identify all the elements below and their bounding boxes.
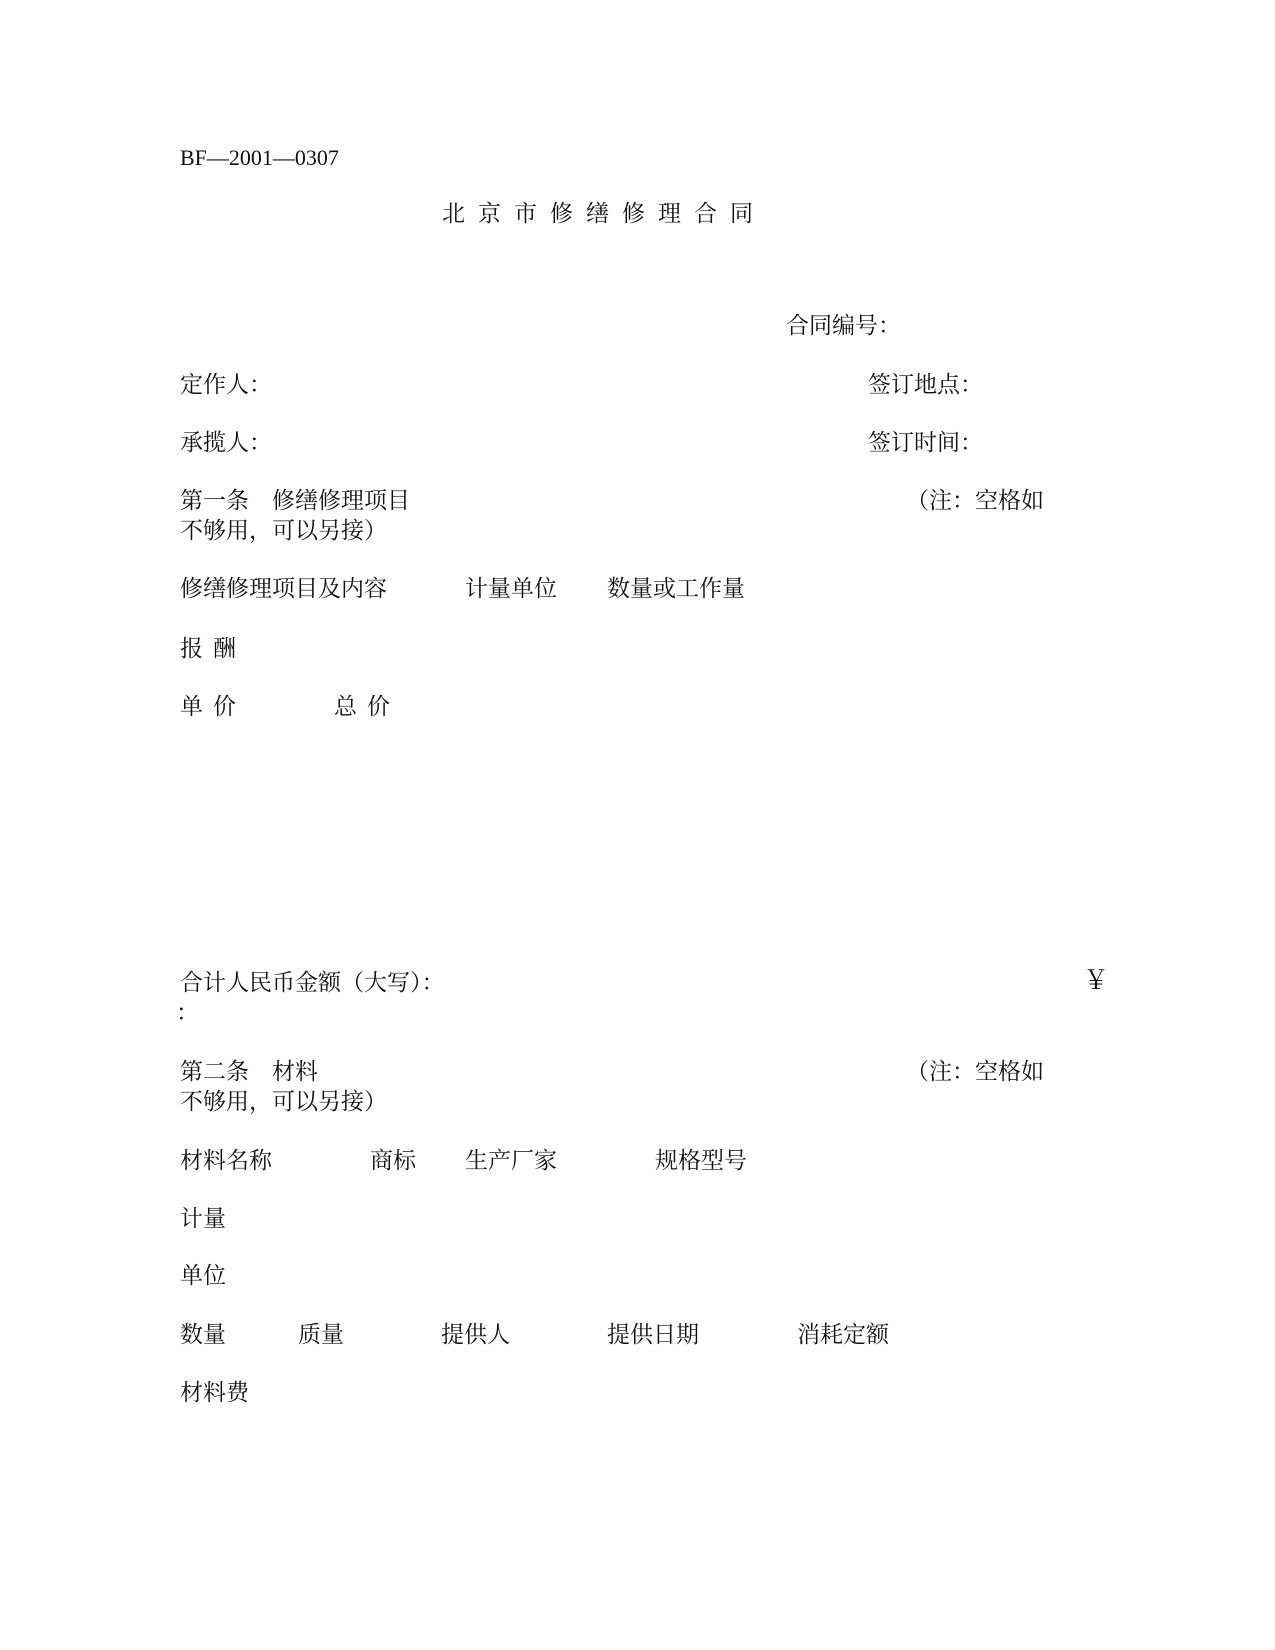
col-provide-date: 提供日期: [607, 1322, 699, 1348]
col-manufacturer: 生产厂家: [465, 1148, 557, 1174]
sign-time-label: 签订时间：: [868, 430, 983, 456]
col-measure-unit: 计量单位: [465, 576, 557, 602]
total-colon: ：: [176, 1000, 199, 1026]
col-material-name: 材料名称: [180, 1148, 272, 1174]
col-measure: 计量: [180, 1206, 226, 1232]
article-2-note-continued: 不够用，可以另接）: [180, 1089, 387, 1115]
col-unit: 单位: [180, 1263, 226, 1289]
contract-number-label: 合同编号：: [786, 313, 901, 339]
article-1-note-continued: 不够用，可以另接）: [180, 518, 387, 544]
article-1-note: （注：空格如: [906, 488, 1044, 514]
col-provider: 提供人: [441, 1322, 510, 1348]
yen-sign: ￥: [1083, 966, 1110, 995]
col-quantity: 数量: [180, 1322, 226, 1348]
col-quantity-workload: 数量或工作量: [607, 576, 745, 602]
article-2-note: （注：空格如: [906, 1059, 1044, 1085]
article-1-heading: 第一条 修缮修理项目: [180, 488, 410, 514]
document-code: BF—2001—0307: [180, 145, 339, 170]
document-title: 北京市修缮修理合同: [442, 201, 766, 227]
col-item-content: 修缮修理项目及内容: [180, 576, 387, 602]
col-quality: 质量: [298, 1322, 344, 1348]
col-brand: 商标: [370, 1148, 416, 1174]
col-material-fee: 材料费: [180, 1380, 249, 1406]
col-spec-model: 规格型号: [655, 1148, 747, 1174]
total-amount-label: 合计人民币金额（大写）：: [180, 970, 445, 996]
col-unit-price: 单价: [180, 694, 246, 720]
col-total-price: 总价: [334, 694, 400, 720]
col-consumption-quota: 消耗定额: [797, 1322, 889, 1348]
party-a-label: 定作人：: [180, 372, 272, 398]
party-b-label: 承揽人：: [180, 430, 272, 456]
sign-place-label: 签订地点：: [868, 372, 983, 398]
col-reward: 报酬: [180, 636, 246, 662]
article-2-heading: 第二条 材料: [180, 1059, 318, 1085]
